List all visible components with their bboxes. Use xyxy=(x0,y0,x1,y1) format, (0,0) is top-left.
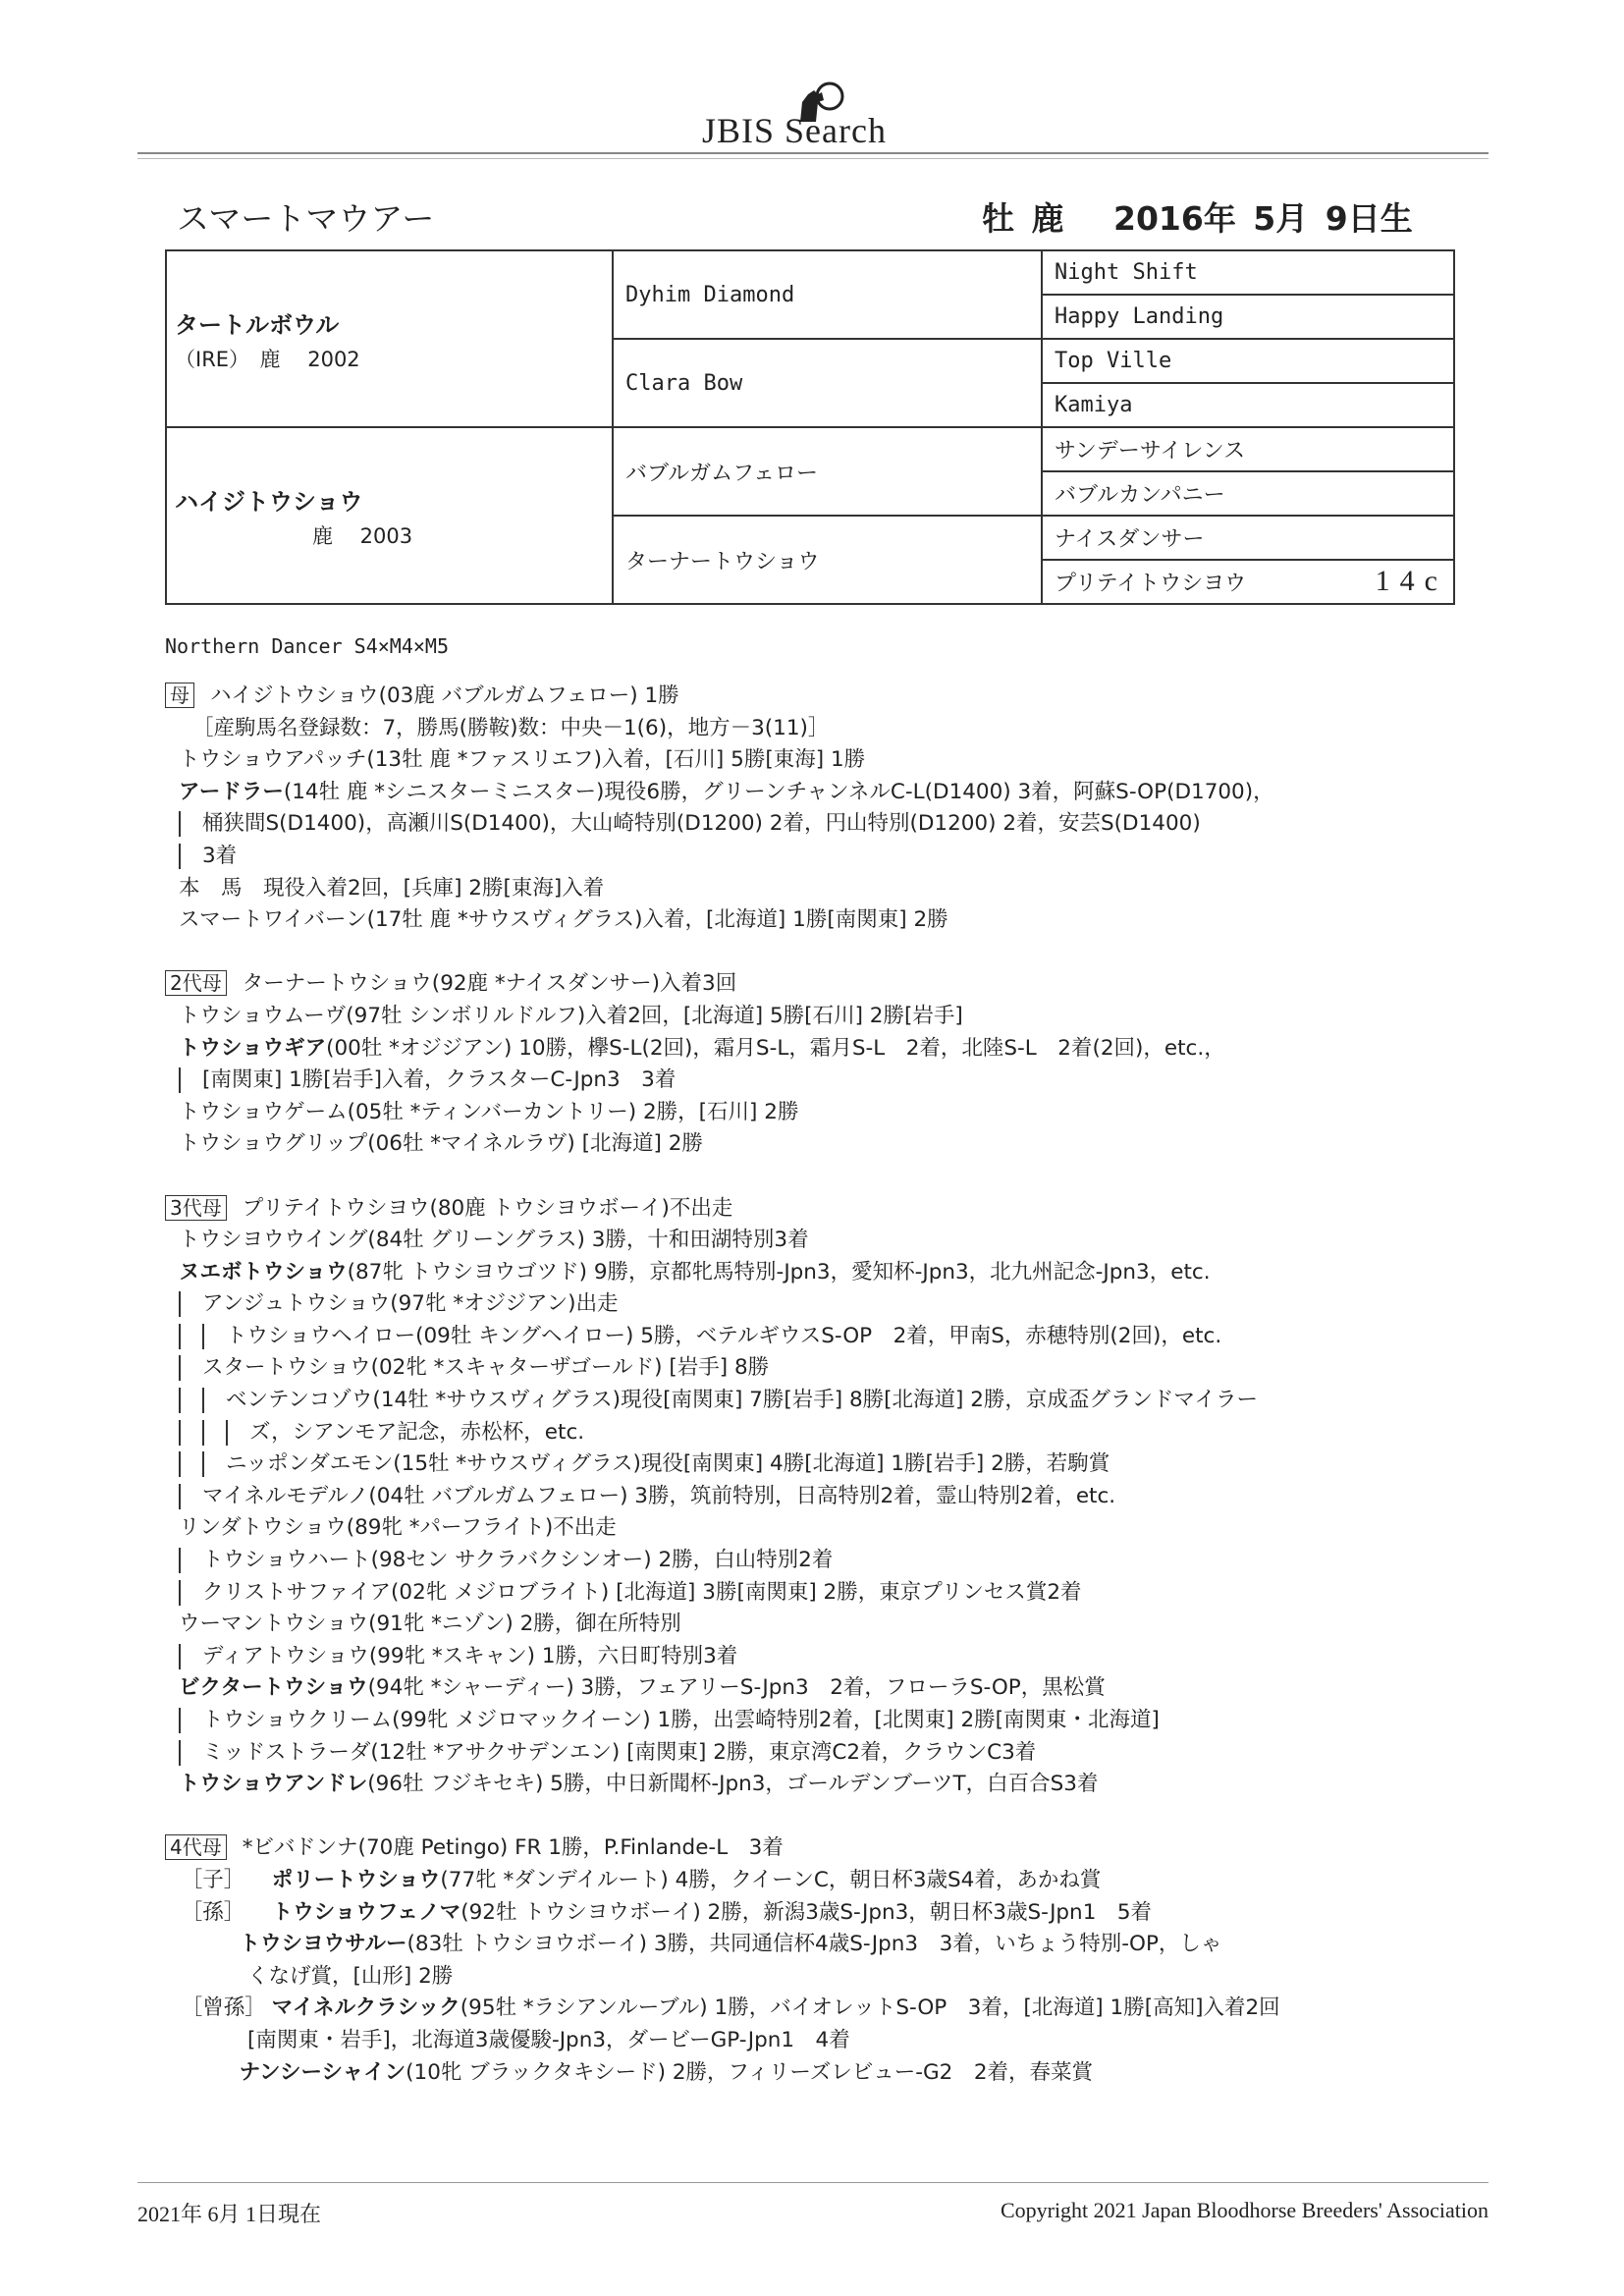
family-line xyxy=(165,1033,1481,1066)
family-line xyxy=(165,1609,1481,1641)
horse-bold-name: トウシヨウサルー xyxy=(239,1932,407,1957)
family-line xyxy=(165,841,1481,873)
horse-bold-name: マイネルクラシック xyxy=(271,1995,460,2021)
line-text: (87牝 トウシヨウゴツド) 9勝，京都牝馬特別-Jpn3，愛知杯-Jpn3，北九州記念-Jpn3，etc. xyxy=(347,1259,1211,1285)
family-number: 14c xyxy=(1375,565,1447,597)
g3-2: Happy Landing xyxy=(1042,295,1454,339)
tree-bar xyxy=(179,1355,181,1381)
line-text: トウシヨウウイング(84牡 グリーングラス) 3勝，十和田湖特別3着 xyxy=(179,1228,809,1253)
footer-date: 2021年 6月 1日現在 xyxy=(137,2202,322,2226)
line-text: ターナートウショウ(92鹿 *ナイスダンサー)入着3回 xyxy=(242,971,737,997)
line-text: 本 馬 現役入着2回，[兵庫] 2勝[東海]入着 xyxy=(179,875,605,901)
family-line xyxy=(165,1545,1481,1577)
family-line xyxy=(165,1417,1481,1449)
section-gap xyxy=(165,1801,1481,1833)
g3-3: Top Ville xyxy=(1042,339,1454,383)
g3-7: ナイスダンサー xyxy=(1042,516,1454,560)
line-text: (14牡 鹿 *シニスターミニスター)現役6勝，グリーンチャンネルC-L(D1400) 3着，阿蘇S-OP(D1700)， xyxy=(283,779,1274,804)
family-line xyxy=(165,744,1481,777)
dam-origin: 鹿 2003 xyxy=(312,523,413,548)
tree-bar xyxy=(179,1740,181,1766)
line-text: ズ，シアンモア記念，赤松杯，etc. xyxy=(249,1419,585,1445)
line-text: ベンテンコゾウ(14牡 *サウスヴィグラス)現役[南関東] 7勝[岩手] 8勝[北海道] 2勝，京成盃グランドマイラー xyxy=(226,1388,1259,1413)
line-text: (95牡 *ラシアンルーブル) 1勝，バイオレットS-OP 3着，[北海道] 1勝[高知]入着2回 xyxy=(460,1995,1280,2021)
header-rule-thin xyxy=(137,158,1489,159)
line-text: (96牡 フジキセキ) 5勝，中日新聞杯-Jpn3，ゴールデンブーツT，白百合S3着 xyxy=(367,1772,1099,1797)
logo-text xyxy=(702,110,887,151)
horse-bold-name: ナンシーシャイン xyxy=(239,2059,406,2085)
g3-8-name: プリテイトウシヨウ xyxy=(1055,572,1247,596)
g2-sire-dam: Clara Bow xyxy=(613,339,1042,427)
family-line xyxy=(165,873,1481,905)
line-text: 桶狭間S(D1400)，高瀬川S(D1400)，大山崎特別(D1200) 2着，円山特別(D1200) 2着，安芸S(D1400) xyxy=(202,811,1201,837)
sire-origin: （IRE） 鹿 2002 xyxy=(175,347,360,371)
generation-box: 3代母 xyxy=(165,1195,227,1221)
line-text: ［産駒馬名登録数：7，勝馬(勝鞍)数：中央－1(6)，地方－3(11)］ xyxy=(192,715,830,740)
line-text: ディアトウショウ(99牝 *スキャン) 1勝，六日町特別3着 xyxy=(202,1643,738,1668)
family-line xyxy=(165,1897,1481,1930)
tree-bar xyxy=(179,1708,181,1733)
footer-rule xyxy=(137,2182,1489,2183)
family-line xyxy=(165,1193,1481,1226)
horse-bold-name: ヌエボトウショウ xyxy=(179,1259,348,1285)
pedigree-table xyxy=(165,249,1455,605)
dam-cell xyxy=(166,427,613,604)
horse-bold-name: トウショウアンドレ xyxy=(179,1772,368,1797)
family-line xyxy=(165,713,1481,745)
family-lines xyxy=(165,681,1481,2089)
line-text: ウーマントウショウ(91牝 *ニゾン) 2勝，御在所特別 xyxy=(179,1612,681,1637)
line-text: (83牡 トウシヨウボーイ) 3勝，共同通信杯4歳S-Jpn3 3着，いちょう特別-OP，しゃ xyxy=(406,1932,1222,1957)
tree-bar xyxy=(202,1324,204,1349)
line-text: くなげ賞，[山形] 2勝 xyxy=(247,1963,454,1989)
line-text: (92牡 トウシヨウボーイ) 2勝，新潟3歳S-Jpn3，朝日杯3歳S-Jpn1 5着 xyxy=(460,1899,1153,1925)
logo-search: Search xyxy=(785,111,887,150)
line-text: トウショウヘイロー(09牡 キングヘイロー) 5勝，ベテルギウスS-OP 2着，甲南S，赤穂特別(2回)，etc. xyxy=(226,1323,1222,1348)
tree-bar xyxy=(202,1388,204,1413)
tree-bar xyxy=(179,1644,181,1669)
horse-info: 牡 鹿 2016年 5月 9日生 xyxy=(982,199,1413,238)
line-text: トウショウハート(98セン サクラバクシンオー) 2勝，白山特別2着 xyxy=(202,1548,834,1573)
family-line xyxy=(165,1257,1481,1289)
section-gap xyxy=(165,1161,1481,1193)
horse-name: スマートマウアー xyxy=(177,199,435,238)
family-line xyxy=(165,2057,1481,2090)
line-text: トウショウクリーム(99牝 メジロマックイーン) 1勝，出雲崎特別2着，[北関東] 2勝[南関東・北海道] xyxy=(202,1708,1160,1732)
line-text: *ビバドンナ(70鹿 Petingo) FR 1勝，P.Finlande-L 3着 xyxy=(242,1835,784,1861)
g3-6: バブルカンパニー xyxy=(1042,471,1454,516)
family-line xyxy=(165,2025,1481,2057)
tree-bar xyxy=(179,1067,181,1093)
relation-label: ［子］ xyxy=(181,1867,245,1892)
family-line xyxy=(165,904,1481,937)
line-text: リンダトウショウ(89牝 *パーフライト)不出走 xyxy=(179,1515,617,1541)
line-text: ハイジトウショウ(03鹿 バブルガムフェロー) 1勝 xyxy=(210,683,679,708)
tree-bar xyxy=(179,1324,181,1349)
footer-copyright: Copyright 2021 Japan Bloodhorse Breeders' Association xyxy=(1000,2198,1489,2222)
line-text: スタートウショウ(02牝 *スキャターザゴールド) [岩手] 8勝 xyxy=(202,1355,770,1381)
tree-bar xyxy=(179,811,181,837)
line-text: アンジュトウショウ(97牝 *オジジアン)出走 xyxy=(202,1291,619,1317)
line-text: プリテイトウシヨウ(80鹿 トウシヨウボーイ)不出走 xyxy=(242,1195,733,1221)
g2-dam-sire: バブルガムフェロー xyxy=(613,427,1042,516)
family-line xyxy=(165,777,1481,809)
line-text: ニッポンダエモン(15牡 *サウスヴィグラス)現役[南関東] 4勝[北海道] 1勝[岩手] 2勝，若駒賞 xyxy=(226,1451,1110,1477)
family-line xyxy=(165,1288,1481,1321)
header-rule xyxy=(137,152,1489,154)
family-line xyxy=(165,1769,1481,1801)
relation-label: ［曾孫］ xyxy=(181,1995,266,2021)
family-line xyxy=(165,1385,1481,1417)
horse-bold-name: ポリートウショウ xyxy=(271,1867,441,1892)
tree-bar xyxy=(179,1580,181,1606)
horse-bold-name: トウショウギア xyxy=(179,1035,327,1061)
section-gap xyxy=(165,937,1481,969)
family-line xyxy=(165,681,1481,713)
dam-name: ハイジトウショウ xyxy=(175,487,363,516)
relation-label: ［孫］ xyxy=(181,1899,245,1925)
family-line xyxy=(165,1672,1481,1705)
family-line xyxy=(165,1321,1481,1353)
family-line xyxy=(165,1128,1481,1161)
g3-8 xyxy=(1042,560,1454,604)
tree-bar xyxy=(179,1388,181,1413)
generation-box: 母 xyxy=(165,683,194,708)
tree-bar xyxy=(179,1548,181,1573)
tree-bar xyxy=(179,1420,181,1446)
sire-name: タートルボウル xyxy=(175,310,340,339)
family-line xyxy=(165,1097,1481,1129)
jbis-logo xyxy=(702,79,957,151)
line-text: (00牡 *オジジアン) 10勝，欅S-L(2回)，霜月S-L，霜月S-L 2着，北陸S-L 2着(2回)，etc.， xyxy=(326,1035,1225,1061)
family-line xyxy=(165,808,1481,841)
line-text: マイネルモデルノ(04牡 バブルガムフェロー) 3勝，筑前特別，日高特別2着，霊山特別2着，etc. xyxy=(202,1483,1116,1508)
line-text: トウショウムーヴ(97牡 シンボリルドルフ)入着2回，[北海道] 5勝[石川] 2勝[岩手] xyxy=(179,1003,963,1028)
family-line xyxy=(165,1449,1481,1481)
line-text: クリストサファイア(02牝 メジロブライト) [北海道] 3勝[南関東] 2勝，東京プリンセス賞2着 xyxy=(202,1579,1082,1605)
family-line xyxy=(165,1737,1481,1770)
g2-dam-dam: ターナートウショウ xyxy=(613,516,1042,604)
family-line xyxy=(165,1481,1481,1513)
family-line xyxy=(165,1001,1481,1033)
g2-sire-sire: Dyhim Diamond xyxy=(613,250,1042,339)
line-text: トウショウアパッチ(13牡 鹿 *ファスリエフ)入着，[石川] 5勝[東海] 1勝 xyxy=(179,747,866,773)
family-line xyxy=(165,1512,1481,1545)
g3-5: サンデーサイレンス xyxy=(1042,427,1454,471)
horse-bold-name: ビクタートウショウ xyxy=(179,1675,368,1701)
line-text: (77牝 *ダンデイルート) 4勝，クイーンC，朝日杯3歳S4着，あかね賞 xyxy=(440,1867,1102,1892)
line-text: スマートワイバーン(17牡 鹿 *サウスヴィグラス)入着，[北海道] 1勝[南関東] 2勝 xyxy=(179,907,948,933)
line-text: ミッドストラーダ(12牡 *アサクサデンエン) [南関東] 2勝，東京湾C2着，クラウンC3着 xyxy=(202,1739,1037,1765)
family-line xyxy=(165,1961,1481,1994)
tree-bar xyxy=(202,1451,204,1477)
g3-1: Night Shift xyxy=(1042,250,1454,295)
family-line xyxy=(165,1705,1481,1737)
generation-box: 4代母 xyxy=(165,1834,227,1860)
line-text: トウショウグリップ(06牡 *マイネルラヴ) [北海道] 2勝 xyxy=(179,1131,703,1157)
sire-cell xyxy=(166,250,613,427)
family-line xyxy=(165,1832,1481,1865)
line-text: (94牝 *シャーディー) 3勝，フェアリーS-Jpn3 2着，フローラS-OP，黒松賞 xyxy=(367,1675,1106,1701)
horse-bold-name: アードラー xyxy=(179,779,284,804)
generation-box: 2代母 xyxy=(165,970,227,996)
tree-bar xyxy=(179,844,181,869)
family-line xyxy=(165,1865,1481,1897)
tree-bar xyxy=(179,1451,181,1477)
g3-4: Kamiya xyxy=(1042,383,1454,427)
inbreeding-note: Northern Dancer S4×M4×M5 xyxy=(165,634,449,658)
logo-jbis: JBIS xyxy=(702,111,776,150)
line-text: (10牝 ブラックタキシード) 2勝，フィリーズレビュー-G2 2着，春菜賞 xyxy=(406,2059,1094,2085)
family-line xyxy=(165,1577,1481,1610)
family-line xyxy=(165,968,1481,1001)
family-line xyxy=(165,1225,1481,1257)
tree-bar xyxy=(202,1420,204,1446)
tree-bar xyxy=(226,1420,228,1446)
line-text: [南関東] 1勝[岩手]入着，クラスターC-Jpn3 3着 xyxy=(202,1067,677,1093)
horse-bold-name: トウショウフェノマ xyxy=(271,1899,461,1925)
line-text: トウショウゲーム(05牡 *ティンバーカントリー) 2勝，[石川] 2勝 xyxy=(179,1099,799,1124)
family-line xyxy=(165,1993,1481,2025)
family-line xyxy=(165,1065,1481,1097)
family-line xyxy=(165,1352,1481,1385)
line-text: [南関東・岩手]，北海道3歳優駿-Jpn3，ダービーGP-Jpn1 4着 xyxy=(247,2027,850,2052)
tree-bar xyxy=(179,1291,181,1317)
line-text: 3着 xyxy=(202,843,238,868)
tree-bar xyxy=(179,1484,181,1509)
family-line xyxy=(165,1641,1481,1673)
family-line xyxy=(165,1929,1481,1961)
